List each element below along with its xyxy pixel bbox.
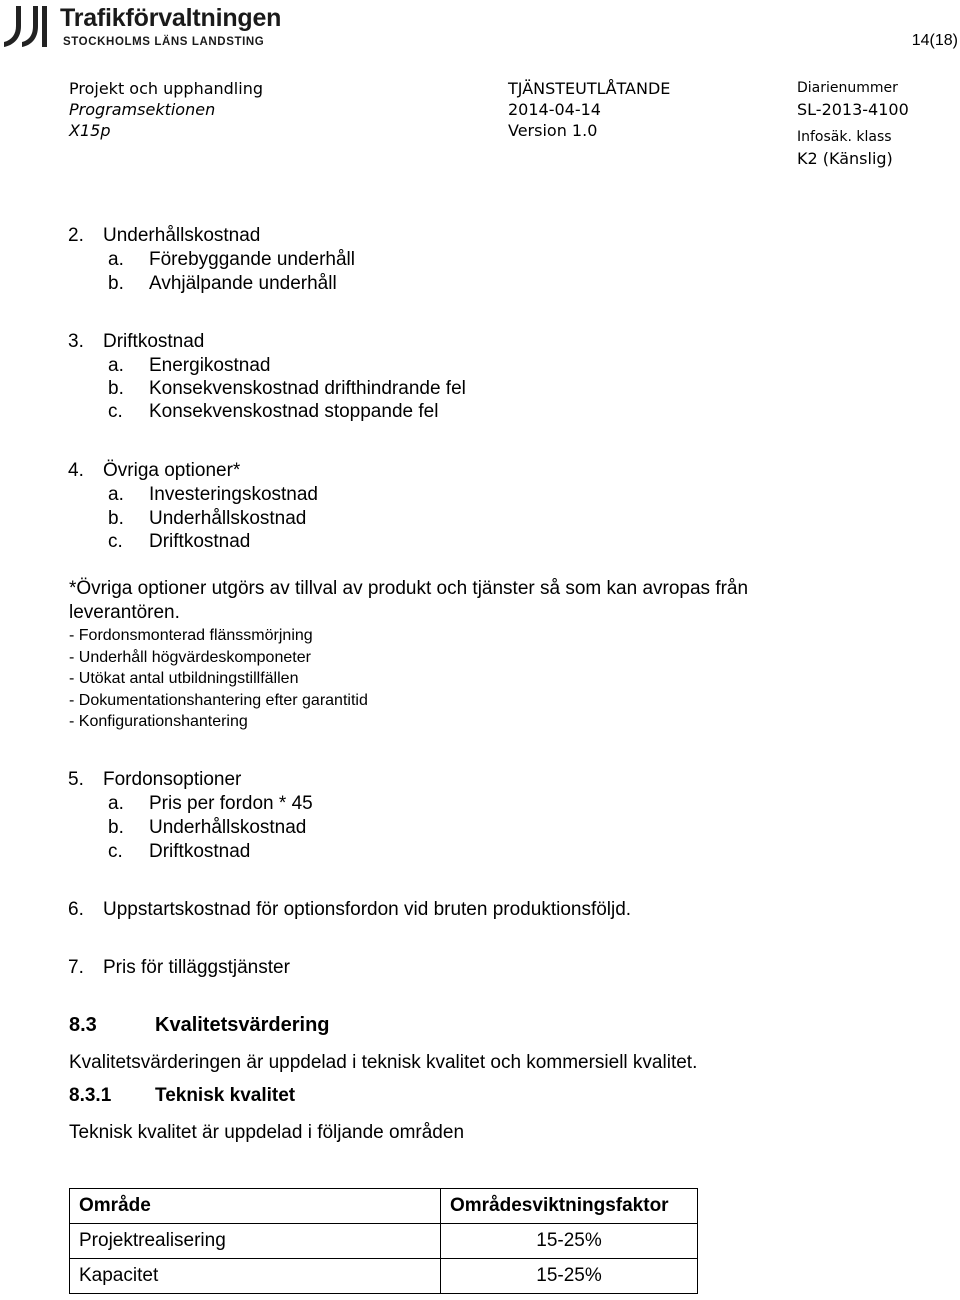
table-cell: 15-25% [441, 1224, 698, 1259]
sub-item: Underhållskostnad [149, 508, 307, 529]
table-cell: 15-25% [441, 1259, 698, 1294]
heading-title: Kvalitetsvärdering [155, 1014, 330, 1036]
list-title: Driftkostnad [103, 331, 205, 352]
table-header-row [70, 1189, 698, 1224]
sub-item: Underhållskostnad [149, 817, 307, 838]
table-row [70, 1224, 698, 1259]
list-number: 3. [68, 331, 84, 352]
footnote-line: *Övriga optioner utgörs av tillval av produkt och tjänster så som kan avropas från [69, 578, 749, 599]
list-title: Uppstartskostnad för optionsfordon vid bruten produktionsföljd. [103, 899, 632, 920]
sub-item: Driftkostnad [149, 531, 251, 552]
table-cell: Projektrealisering [70, 1224, 441, 1259]
option-item: - Underhåll högvärdeskomponeter [69, 648, 311, 666]
sub-letter: c. [108, 841, 123, 862]
list-title: Fordonsoptioner [103, 769, 242, 790]
project-code: X15p [69, 121, 111, 140]
heading-number: 8.3 [69, 1014, 97, 1036]
sub-item: Konsekvenskostnad drifthindrande fel [149, 378, 466, 399]
header-col-registry [797, 78, 909, 169]
section: Programsektionen [69, 100, 216, 119]
list-number: 7. [68, 957, 84, 978]
list-title: Övriga optioner* [103, 460, 241, 481]
page-number: 14(18) [911, 32, 958, 49]
infosak-value: K2 (Känslig) [797, 149, 893, 168]
table-cell: Kapacitet [70, 1259, 441, 1294]
list-number: 5. [68, 769, 84, 790]
sub-letter: b. [108, 273, 124, 294]
column-header: Område [70, 1189, 441, 1224]
department: Projekt och upphandling [69, 79, 263, 98]
document-date: 2014-04-14 [508, 100, 601, 119]
sub-item: Investeringskostnad [149, 484, 318, 505]
sub-letter: a. [108, 484, 124, 505]
sub-item: Pris per fordon * 45 [149, 793, 313, 814]
header-col-department [69, 78, 263, 141]
option-list [69, 625, 368, 733]
org-subtitle: STOCKHOLMS LÄNS LANDSTING [63, 36, 265, 48]
sub-letter: c. [108, 401, 123, 422]
sub-item: Avhjälpande underhåll [149, 273, 337, 294]
column-header: Områdesviktningsfaktor [441, 1189, 698, 1224]
area-weighting-table [69, 1188, 698, 1294]
header-col-document [508, 78, 670, 141]
technical-intro: Teknisk kvalitet är uppdelad i följande områden [69, 1122, 465, 1143]
sub-letter: a. [108, 249, 124, 270]
sub-letter: c. [108, 531, 123, 552]
document-type: TJÄNSTEUTLÅTANDE [508, 79, 671, 98]
logo-mark-icon [2, 4, 58, 48]
sub-letter: a. [108, 793, 124, 814]
list-number: 6. [68, 899, 84, 920]
sub-letter: b. [108, 508, 124, 529]
quality-intro: Kvalitetsvärderingen är uppdelad i teknisk kvalitet och kommersiell kvalitet. [69, 1052, 698, 1073]
option-item: - Utökat antal utbildningstillfällen [69, 670, 299, 687]
option-item: - Dokumentationshantering efter garantitid [69, 691, 368, 709]
subheading-number: 8.3.1 [69, 1085, 112, 1106]
sub-item: Driftkostnad [149, 841, 251, 862]
option-item: - Konfigurationshantering [69, 713, 248, 730]
list-title: Pris för tilläggstjänster [103, 957, 290, 978]
sub-item: Energikostnad [149, 355, 271, 376]
subheading-title: Teknisk kvalitet [155, 1085, 296, 1106]
organization-logo [0, 0, 320, 52]
list-number: 2. [68, 225, 84, 246]
org-name: Trafikförvaltningen [60, 4, 282, 32]
list-number: 4. [68, 460, 84, 481]
diarie-value: SL-2013-4100 [797, 100, 909, 119]
footnote-line: leverantören. [69, 602, 180, 623]
sub-item: Förebyggande underhåll [149, 249, 355, 270]
option-item: - Fordonsmonterad flänssmörjning [69, 627, 313, 644]
infosak-label: Infosäk. klass [797, 129, 892, 145]
diarie-label: Diarienummer [797, 80, 898, 96]
sub-item: Konsekvenskostnad stoppande fel [149, 401, 439, 422]
sub-letter: a. [108, 355, 124, 376]
document-version: Version 1.0 [508, 121, 598, 140]
table-row [70, 1259, 698, 1294]
list-title: Underhållskostnad [103, 225, 261, 246]
sub-letter: b. [108, 378, 124, 399]
sub-letter: b. [108, 817, 124, 838]
